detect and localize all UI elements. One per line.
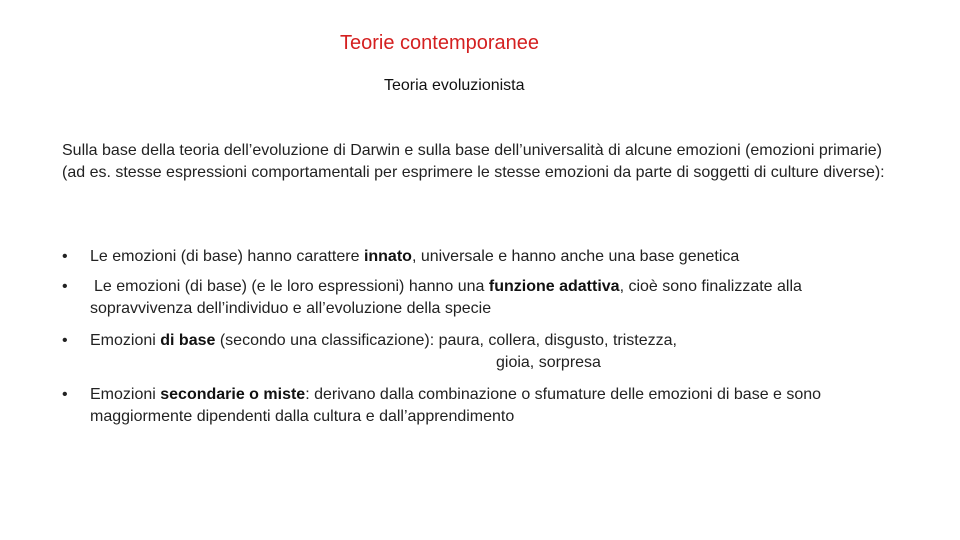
- bullet-dot: •: [62, 332, 68, 349]
- bullet-text: Emozioni: [90, 386, 161, 403]
- bullet-text: , universale e hanno anche una base genetica: [411, 248, 740, 265]
- bullet-text: , cioè sono finalizzate alla sopravvivenza dell’individuo e all’evoluzione della specie: [90, 278, 802, 317]
- bullet-text: Le emozioni (di base) hanno carattere: [90, 248, 364, 265]
- bullet-dot: •: [62, 278, 68, 295]
- bullet-item-innate: [62, 246, 902, 268]
- bullet-list: [62, 246, 902, 438]
- bullet-text: : derivano dalla combinazione o sfumature delle emozioni di base e sono maggiormente dipendenti dalla cultura e dall’apprendimento: [90, 386, 822, 425]
- bullet-item-secondary-emotions: [62, 384, 902, 428]
- bullet-item-basic-emotions: [62, 330, 902, 374]
- bullet-item-adaptive: [62, 276, 902, 320]
- intro-paragraph: Sulla base della teoria dell’evoluzione di Darwin e sulla base dell’universalità di alcune emozioni (emozioni primarie) (ad es. stesse espressioni comportamentali per esprimere le stesse emozioni da parte di soggetti di culture diverse):: [62, 142, 885, 181]
- bullet-dot: •: [62, 386, 68, 403]
- bullet-bold-text: funzione adattiva: [488, 278, 620, 295]
- bullet-bold-text: innato: [363, 248, 412, 265]
- slide-title: Teorie contemporanee: [340, 32, 540, 54]
- bullet-bold-text: secondarie o miste: [160, 386, 306, 403]
- bullet-bold-text: di base: [160, 332, 216, 349]
- bullet-dot: •: [62, 248, 68, 265]
- bullet-text-continuation: gioia, sorpresa: [496, 354, 601, 371]
- bullet-text: Le emozioni (di base) (e le loro espressioni) hanno una: [94, 278, 489, 295]
- slide-subtitle: Teoria evoluzionista: [384, 77, 525, 94]
- bullet-text: Emozioni: [90, 332, 161, 349]
- bullet-text: (secondo una classificazione): paura, collera, disgusto, tristezza,: [215, 332, 677, 349]
